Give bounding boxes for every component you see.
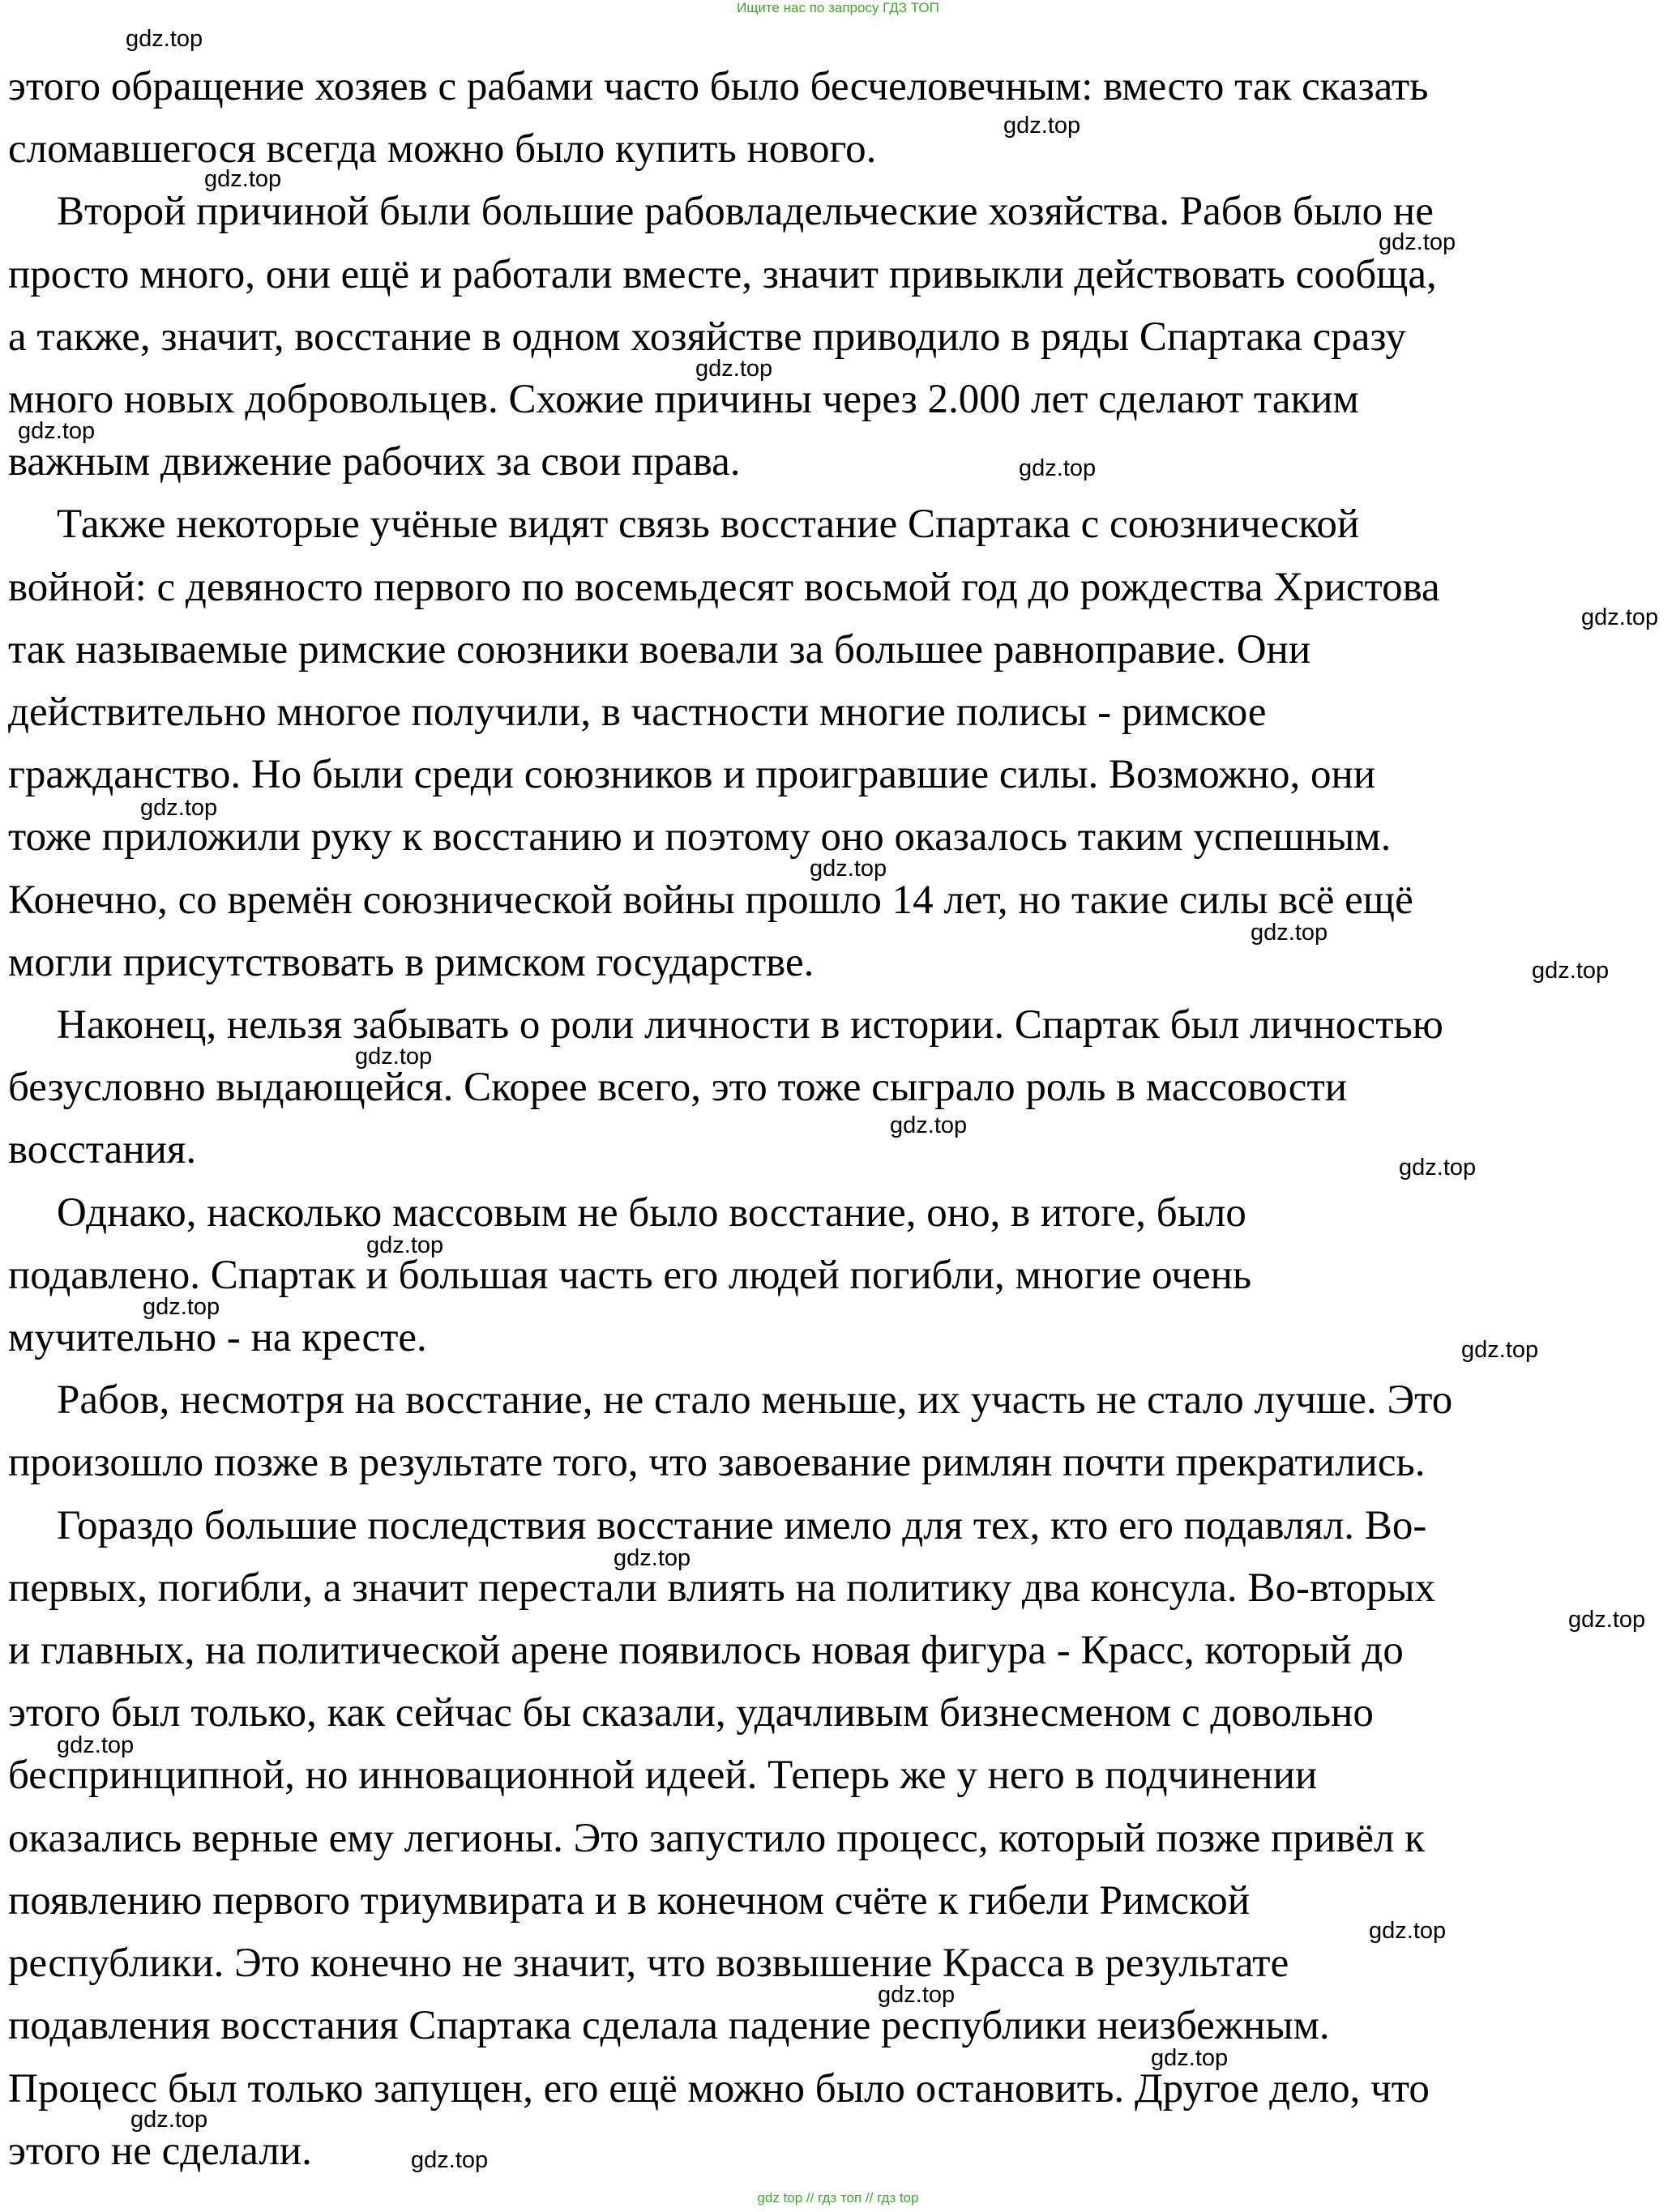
paragraph-7: Гораздо большие последствия восстание имело для тех, кто его подавлял. Во- первых, погибли, а значит перестали влиять на политику два консула. Во-вторых и главных, на политической арене появилось новая фигура - Красс, который до этого был только, как сейчас бы сказали, удачливым бизнесменом с довольно беспринципной, но инновационной идеей. Теперь же у него в подчинении оказались верные ему легионы. Это запустило процесс, который позже привёл к появлению первого триумвирата и в конечном счёте к гибели Римской республики. Это конечно не значит, что возвышение Красса в результате подавления восстания Спартака сделала падение республики неизбежным. Процесс был только запущен, его ещё можно было остановить. Другое дело, что этого не сделали. [8, 1502, 1436, 2174]
watermark: gdz.top [890, 1112, 968, 1138]
watermark: gdz.top [1581, 604, 1659, 630]
watermark: gdz.top [1379, 229, 1456, 255]
header-search-note: Ищите нас по запросу ГДЗ ТОП [737, 0, 939, 15]
watermark: gdz.top [57, 1732, 135, 1758]
watermark: gdz.top [1369, 1918, 1447, 1944]
watermark: gdz.top [1003, 113, 1081, 139]
watermark: gdz.top [1151, 2045, 1229, 2071]
watermark: gdz.top [1251, 920, 1328, 946]
watermark: gdz.top [695, 356, 773, 382]
paragraph-2: Второй причиной были большие рабовладельческие хозяйства. Рабов было не просто много, они ещё и работали вместе, значит привыкли действовать сообща, а также, значит, восстание в одном хозяйстве приводило в ряды Спартака сразу много новых добровольцев. Схожие причины через 2.000 лет сделают таким важным движение рабочих за свои права. [8, 189, 1437, 485]
footer-note: gdz top // гдз топ // гдз top [757, 2190, 919, 2206]
watermark: gdz.top [18, 418, 96, 444]
watermark: gdz.top [355, 1044, 433, 1070]
watermark: gdz.top [1461, 1337, 1539, 1363]
watermark: gdz.top [366, 1232, 444, 1258]
watermark: gdz.top [1019, 455, 1097, 481]
watermark: gdz.top [614, 1545, 691, 1571]
paragraph-3: Также некоторые учёные видят связь восстание Спартака с союзнической войной: с девяносто первого по восемьдесят восьмой год до рождества Христова так называемые римские союзники воевали за большее равноправие. Они действительно многое получили, в частности многие полисы - римское гражданство. Но были среди союзников и проигравшие силы. Возможно, они тоже приложили руку к восстанию и поэтому оно оказалось таким успешным. Конечно, со времён союзнической войны прошло 14 лет, но такие силы всё ещё могли присутствовать в римском государстве. [8, 502, 1440, 985]
watermark: gdz.top [1532, 958, 1610, 984]
watermark: gdz.top [143, 1294, 220, 1320]
watermark: gdz.top [140, 795, 218, 821]
watermark: gdz.top [126, 26, 203, 52]
document-text [8, 56, 1627, 2183]
watermark: gdz.top [810, 856, 887, 882]
paragraph-6: Рабов, несмотря на восстание, не стало меньше, их участь не стало лучше. Это произошло позже в результате того, что завоевание римлян почти прекратились. [8, 1377, 1453, 1486]
watermark: gdz.top [411, 2147, 489, 2173]
watermark: gdz.top [1399, 1155, 1477, 1181]
paragraph-4: Наконец, нельзя забывать о роли личности в истории. Спартак был личностью безусловно выдающейся. Скорее всего, это тоже сыграло роль в массовости восстания. [8, 1002, 1443, 1173]
paragraph-5: Однако, насколько массовым не было восстание, оно, в итоге, было подавлено. Спартак и большая часть его людей погибли, многие очень мучительно - на кресте. [8, 1189, 1252, 1361]
watermark: gdz.top [130, 2107, 208, 2133]
watermark: gdz.top [878, 1982, 956, 2008]
paragraph-1: этого обращение хозяев с рабами часто было бесчеловечным: вместо так сказать сломавшегося всегда можно было купить нового. [8, 64, 1429, 173]
watermark: gdz.top [204, 166, 282, 192]
watermark: gdz.top [1568, 1607, 1646, 1633]
